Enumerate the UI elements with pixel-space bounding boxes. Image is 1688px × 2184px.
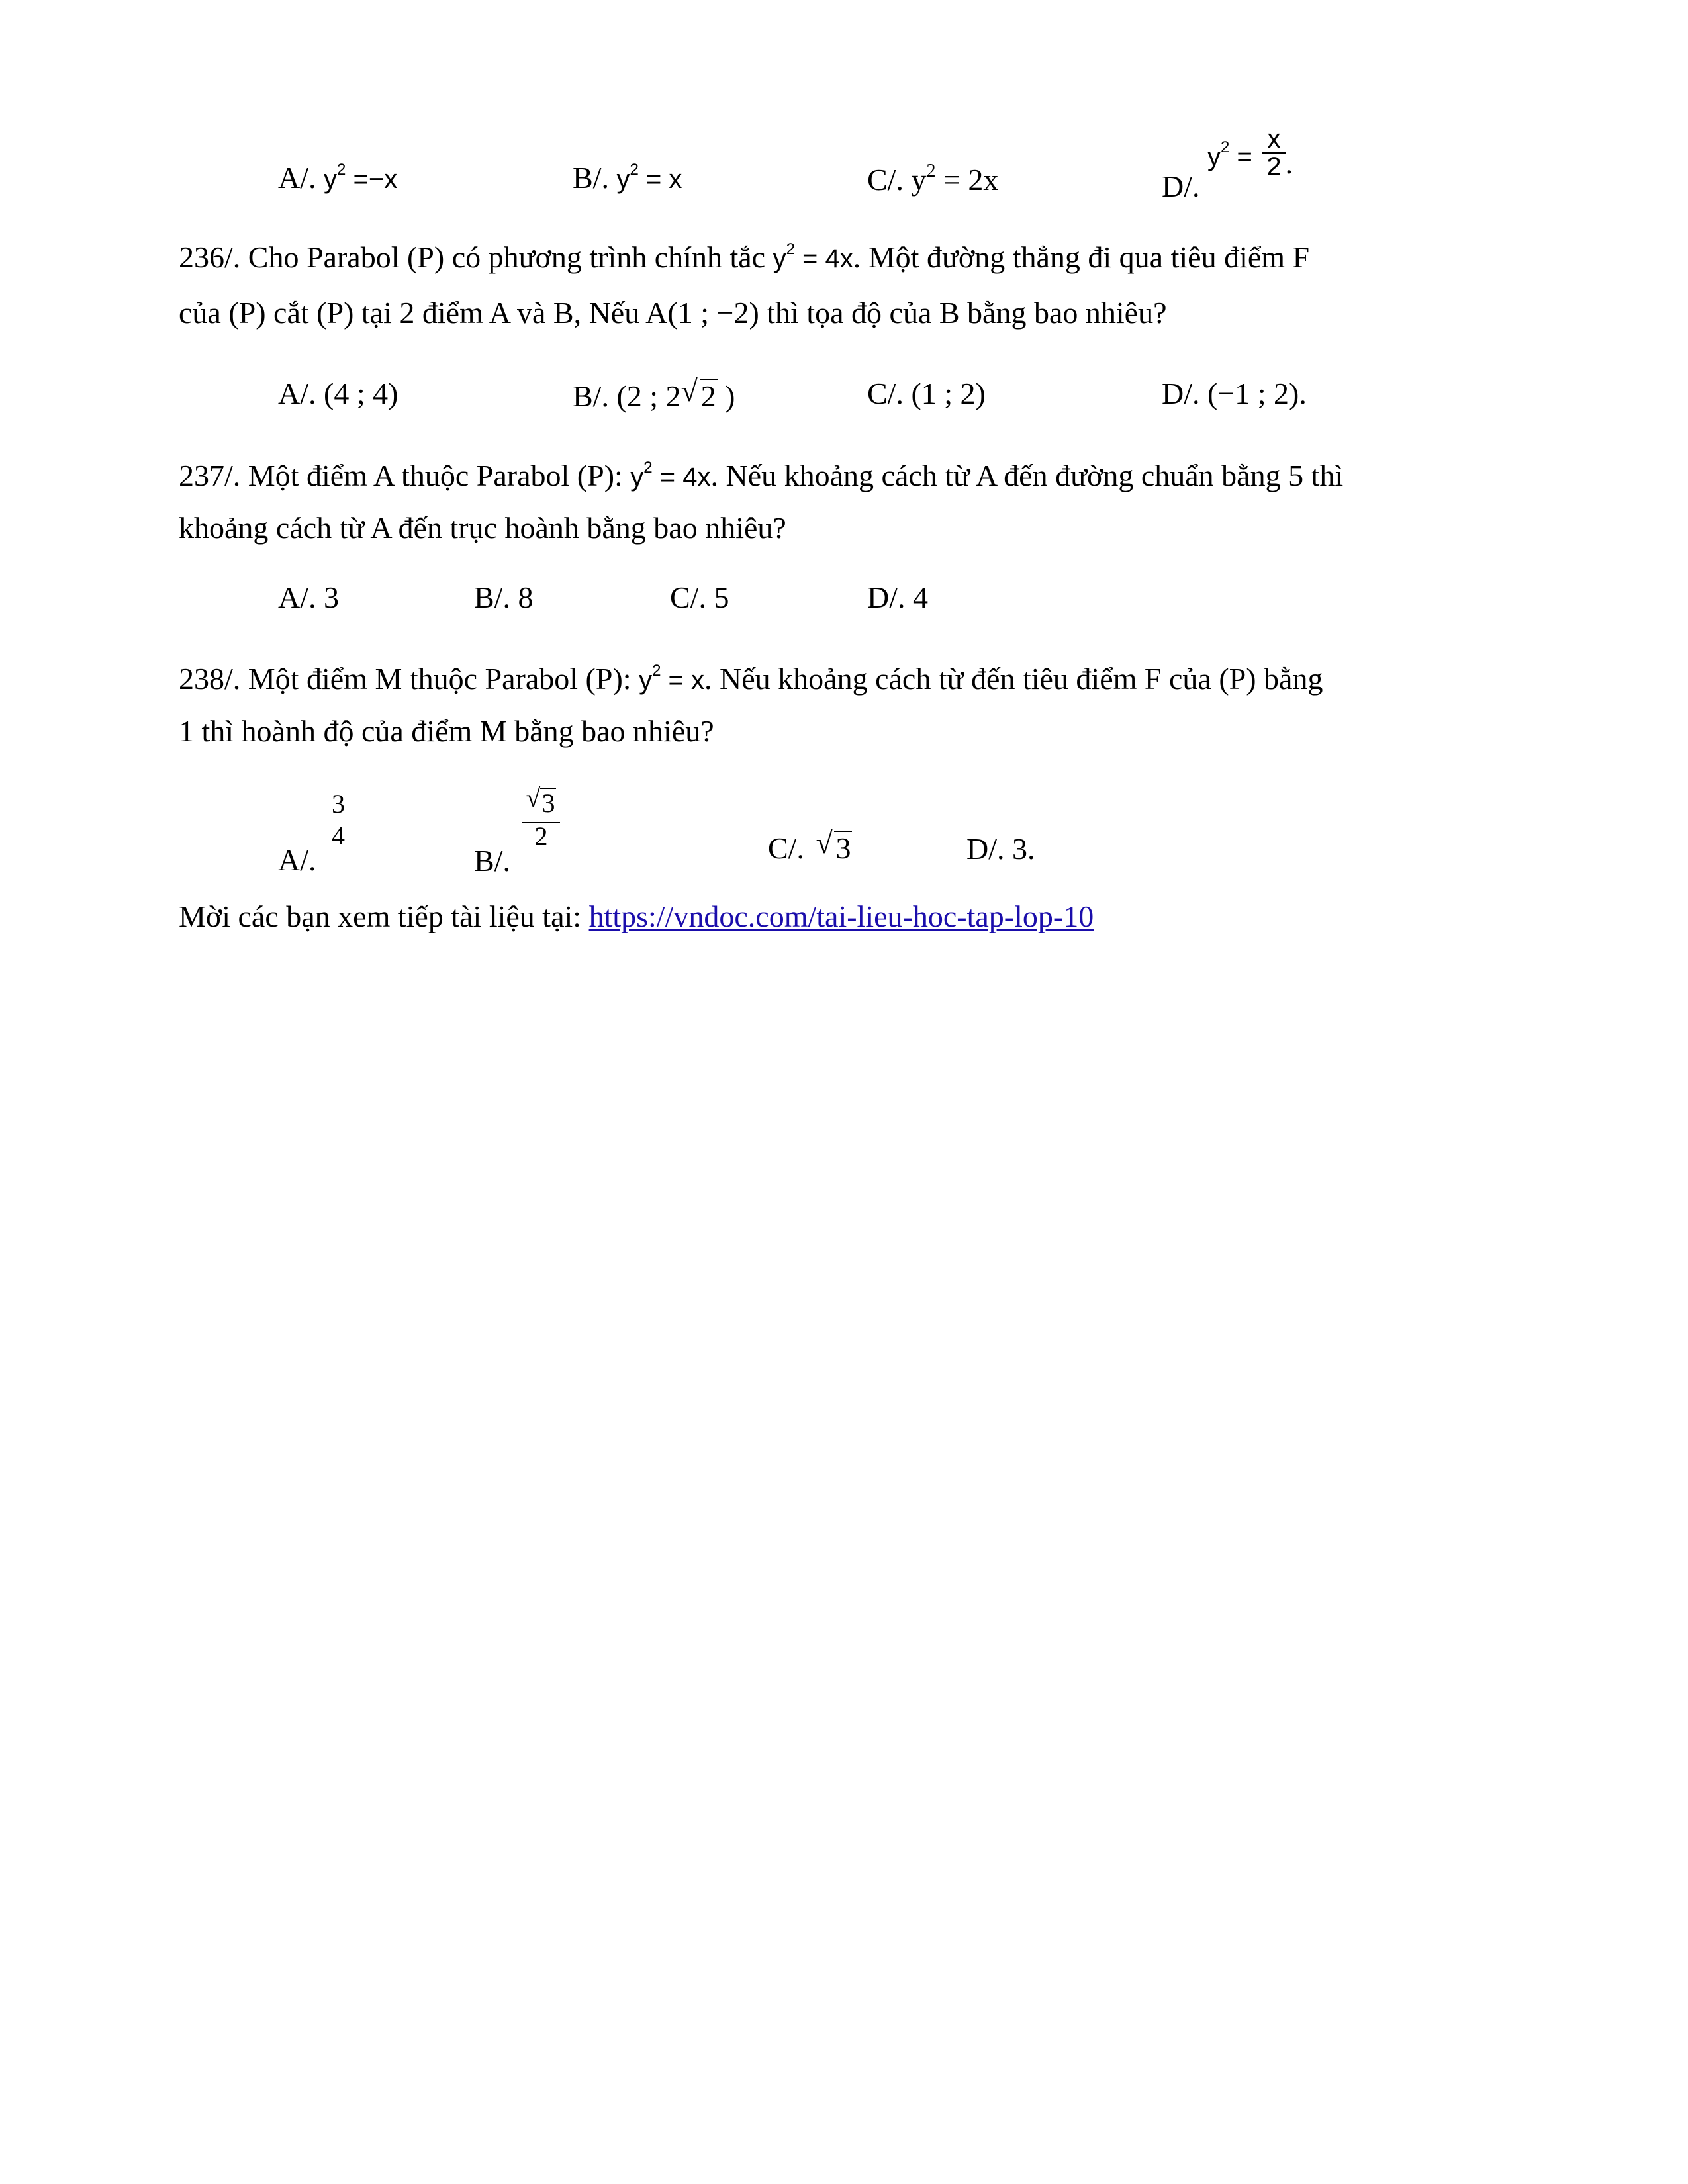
q237-line-2: khoảng cách từ A đến trục hoành bằng bao nhiêu? <box>179 511 786 545</box>
q235-option-a: A/. $y^2 =-x$ <box>278 161 398 195</box>
q238-option-d: D/. 3. <box>966 832 1035 866</box>
q236-option-b: B/. (2 ; 2 √ 2 ) <box>573 374 735 413</box>
footer-text: Mời các bạn xem tiếp tài liệu tại: <box>179 899 589 933</box>
q236-option-c: C/. (1 ; 2) <box>867 377 986 410</box>
q238-line-1: 238/. Một điểm M thuộc Parabol (P): $y^2 = x$. Nếu khoảng cách từ đến tiêu điểm F của (P) bằng <box>179 662 1323 696</box>
q237-option-a: A/. 3 <box>278 580 339 614</box>
q235-option-d: D/. $y^2$ = $\frac{x}{2}$ . <box>1162 124 1293 203</box>
q238-line-2: 1 thì hoành độ của điểm M bằng bao nhiêu? <box>179 714 714 748</box>
q236-line-1: 236/. Cho Parabol (P) có phương trình chính tắc $y^2 = 4x$. Một đường thẳng đi qua tiêu điểm F <box>179 240 1310 274</box>
q236-option-a: A/. (4 ; 4) <box>278 377 399 410</box>
q235-option-b: B/. $y^2 = x$ <box>573 161 682 195</box>
q238-option-a: A/. 3 4 <box>278 789 345 877</box>
q237-option-c: C/. 5 <box>670 580 729 614</box>
footer-link[interactable]: https://vndoc.com/tai-lieu-hoc-tap-lop-10 <box>588 899 1094 933</box>
footer-line <box>179 901 1094 932</box>
q237-line-1: 237/. Một điểm A thuộc Parabol (P): $y^2 = 4x$. Nếu khoảng cách từ A đến đường chuẩn bằng 5 thì <box>179 459 1344 492</box>
q237-option-d: D/. 4 <box>867 580 928 614</box>
q237-option-b: B/. 8 <box>474 580 534 614</box>
q238-option-c: C/. √ 3 <box>768 826 851 865</box>
q236-line-2: của (P) cắt (P) tại 2 điểm A và B, Nếu A(1 ; −2) thì tọa độ của B bằng bao nhiêu? <box>179 296 1167 330</box>
q236-option-d: D/. (−1 ; 2). <box>1162 377 1307 410</box>
q235-option-c: C/. $y^2 = 2x$ <box>867 161 999 197</box>
q238-option-b: B/. √ 3 2 <box>474 788 560 850</box>
